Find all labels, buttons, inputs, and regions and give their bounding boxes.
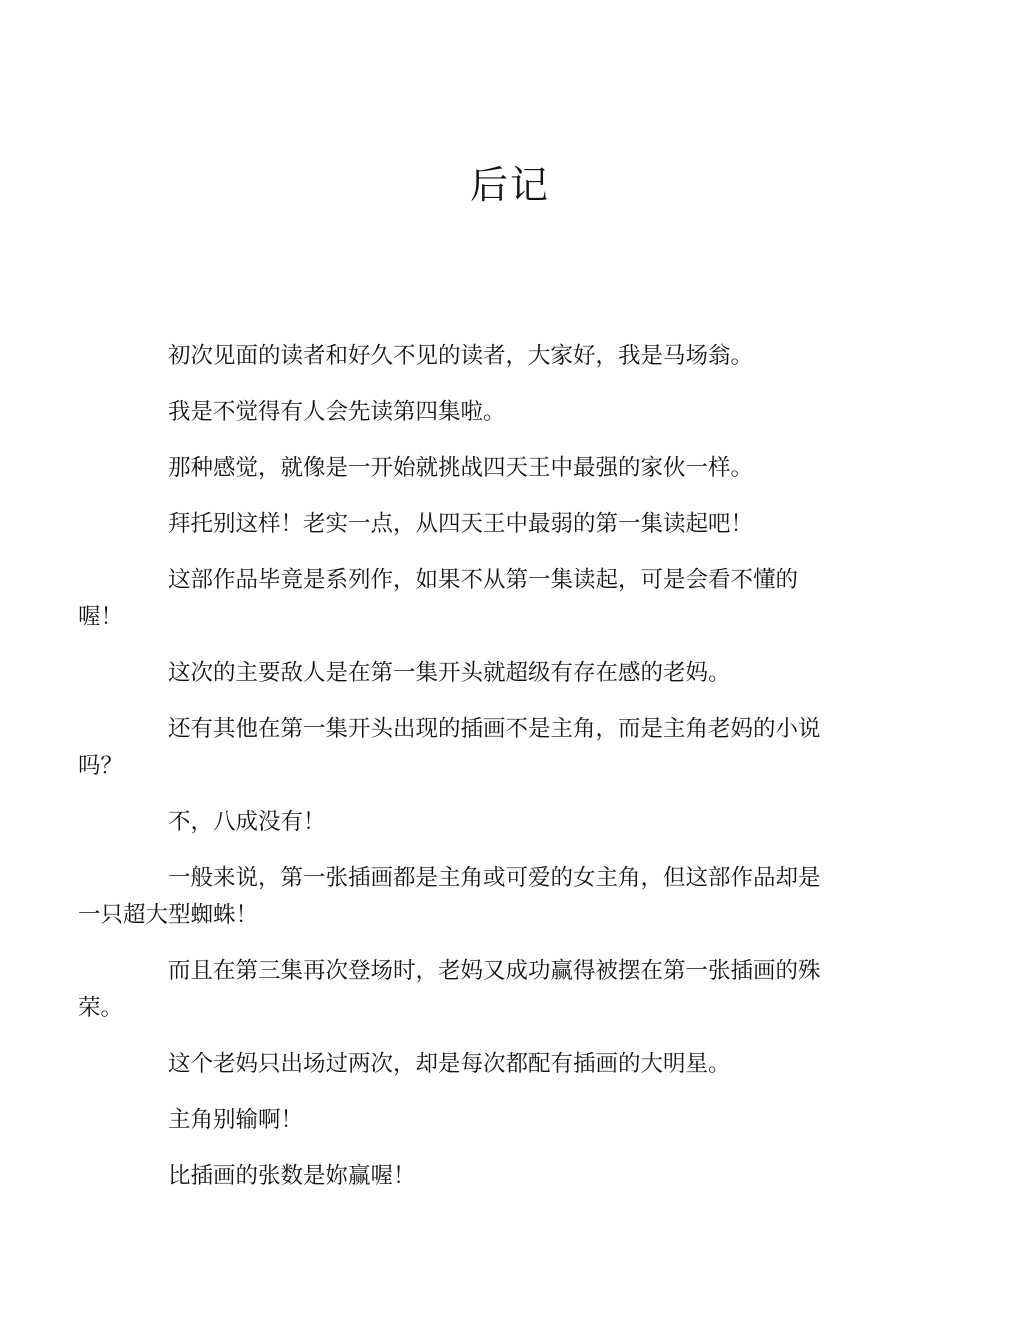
paragraph-line: 一只超大型蜘蛛！ bbox=[78, 902, 259, 928]
paragraph-line: 不，八成没有！ bbox=[168, 809, 326, 835]
paragraph-line: 比插画的张数是妳赢喔！ bbox=[168, 1163, 416, 1189]
paragraph-line: 我是不觉得有人会先读第四集啦。 bbox=[168, 399, 506, 425]
paragraph-line: 这个老妈只出场过两次，却是每次都配有插画的大明星。 bbox=[168, 1051, 731, 1077]
paragraph-line: 喔！ bbox=[78, 604, 124, 630]
paragraph-4 bbox=[123, 506, 903, 543]
paragraph-line: 荣。 bbox=[78, 995, 124, 1021]
body-text bbox=[78, 338, 903, 1214]
paragraph-line: 吗？ bbox=[78, 753, 124, 779]
paragraph-line: 一般来说，第一张插画都是主角或可爱的女主角，但这部作品却是 bbox=[168, 865, 821, 891]
paragraph-line: 而且在第三集再次登场时，老妈又成功赢得被摆在第一张插画的殊 bbox=[168, 958, 821, 984]
paragraph-11 bbox=[123, 1046, 903, 1083]
paragraph-9 bbox=[78, 860, 903, 934]
paragraph-2 bbox=[123, 394, 903, 431]
paragraph-10 bbox=[78, 953, 903, 1027]
paragraph-1 bbox=[123, 338, 903, 375]
paragraph-line: 初次见面的读者和好久不见的读者，大家好，我是马场翁。 bbox=[168, 343, 754, 369]
page-title: 后记 bbox=[469, 163, 550, 207]
paragraph-line: 那种感觉，就像是一开始就挑战四天王中最强的家伙一样。 bbox=[168, 455, 754, 481]
paragraph-line: 拜托别这样！老实一点，从四天王中最弱的第一集读起吧！ bbox=[168, 511, 754, 537]
paragraph-6 bbox=[123, 655, 903, 692]
paragraph-line: 这次的主要敌人是在第一集开头就超级有存在感的老妈。 bbox=[168, 660, 731, 686]
paragraph-line: 这部作品毕竟是系列作，如果不从第一集读起，可是会看不懂的 bbox=[168, 567, 799, 593]
paragraph-line: 还有其他在第一集开头出现的插画不是主角，而是主角老妈的小说 bbox=[168, 716, 821, 742]
paragraph-8 bbox=[123, 804, 903, 841]
paragraph-line: 主角别输啊！ bbox=[168, 1107, 304, 1133]
paragraph-7 bbox=[78, 711, 903, 785]
paragraph-3 bbox=[123, 450, 903, 487]
paragraph-5 bbox=[78, 562, 903, 636]
paragraph-12 bbox=[123, 1102, 903, 1139]
paragraph-13 bbox=[123, 1158, 903, 1195]
